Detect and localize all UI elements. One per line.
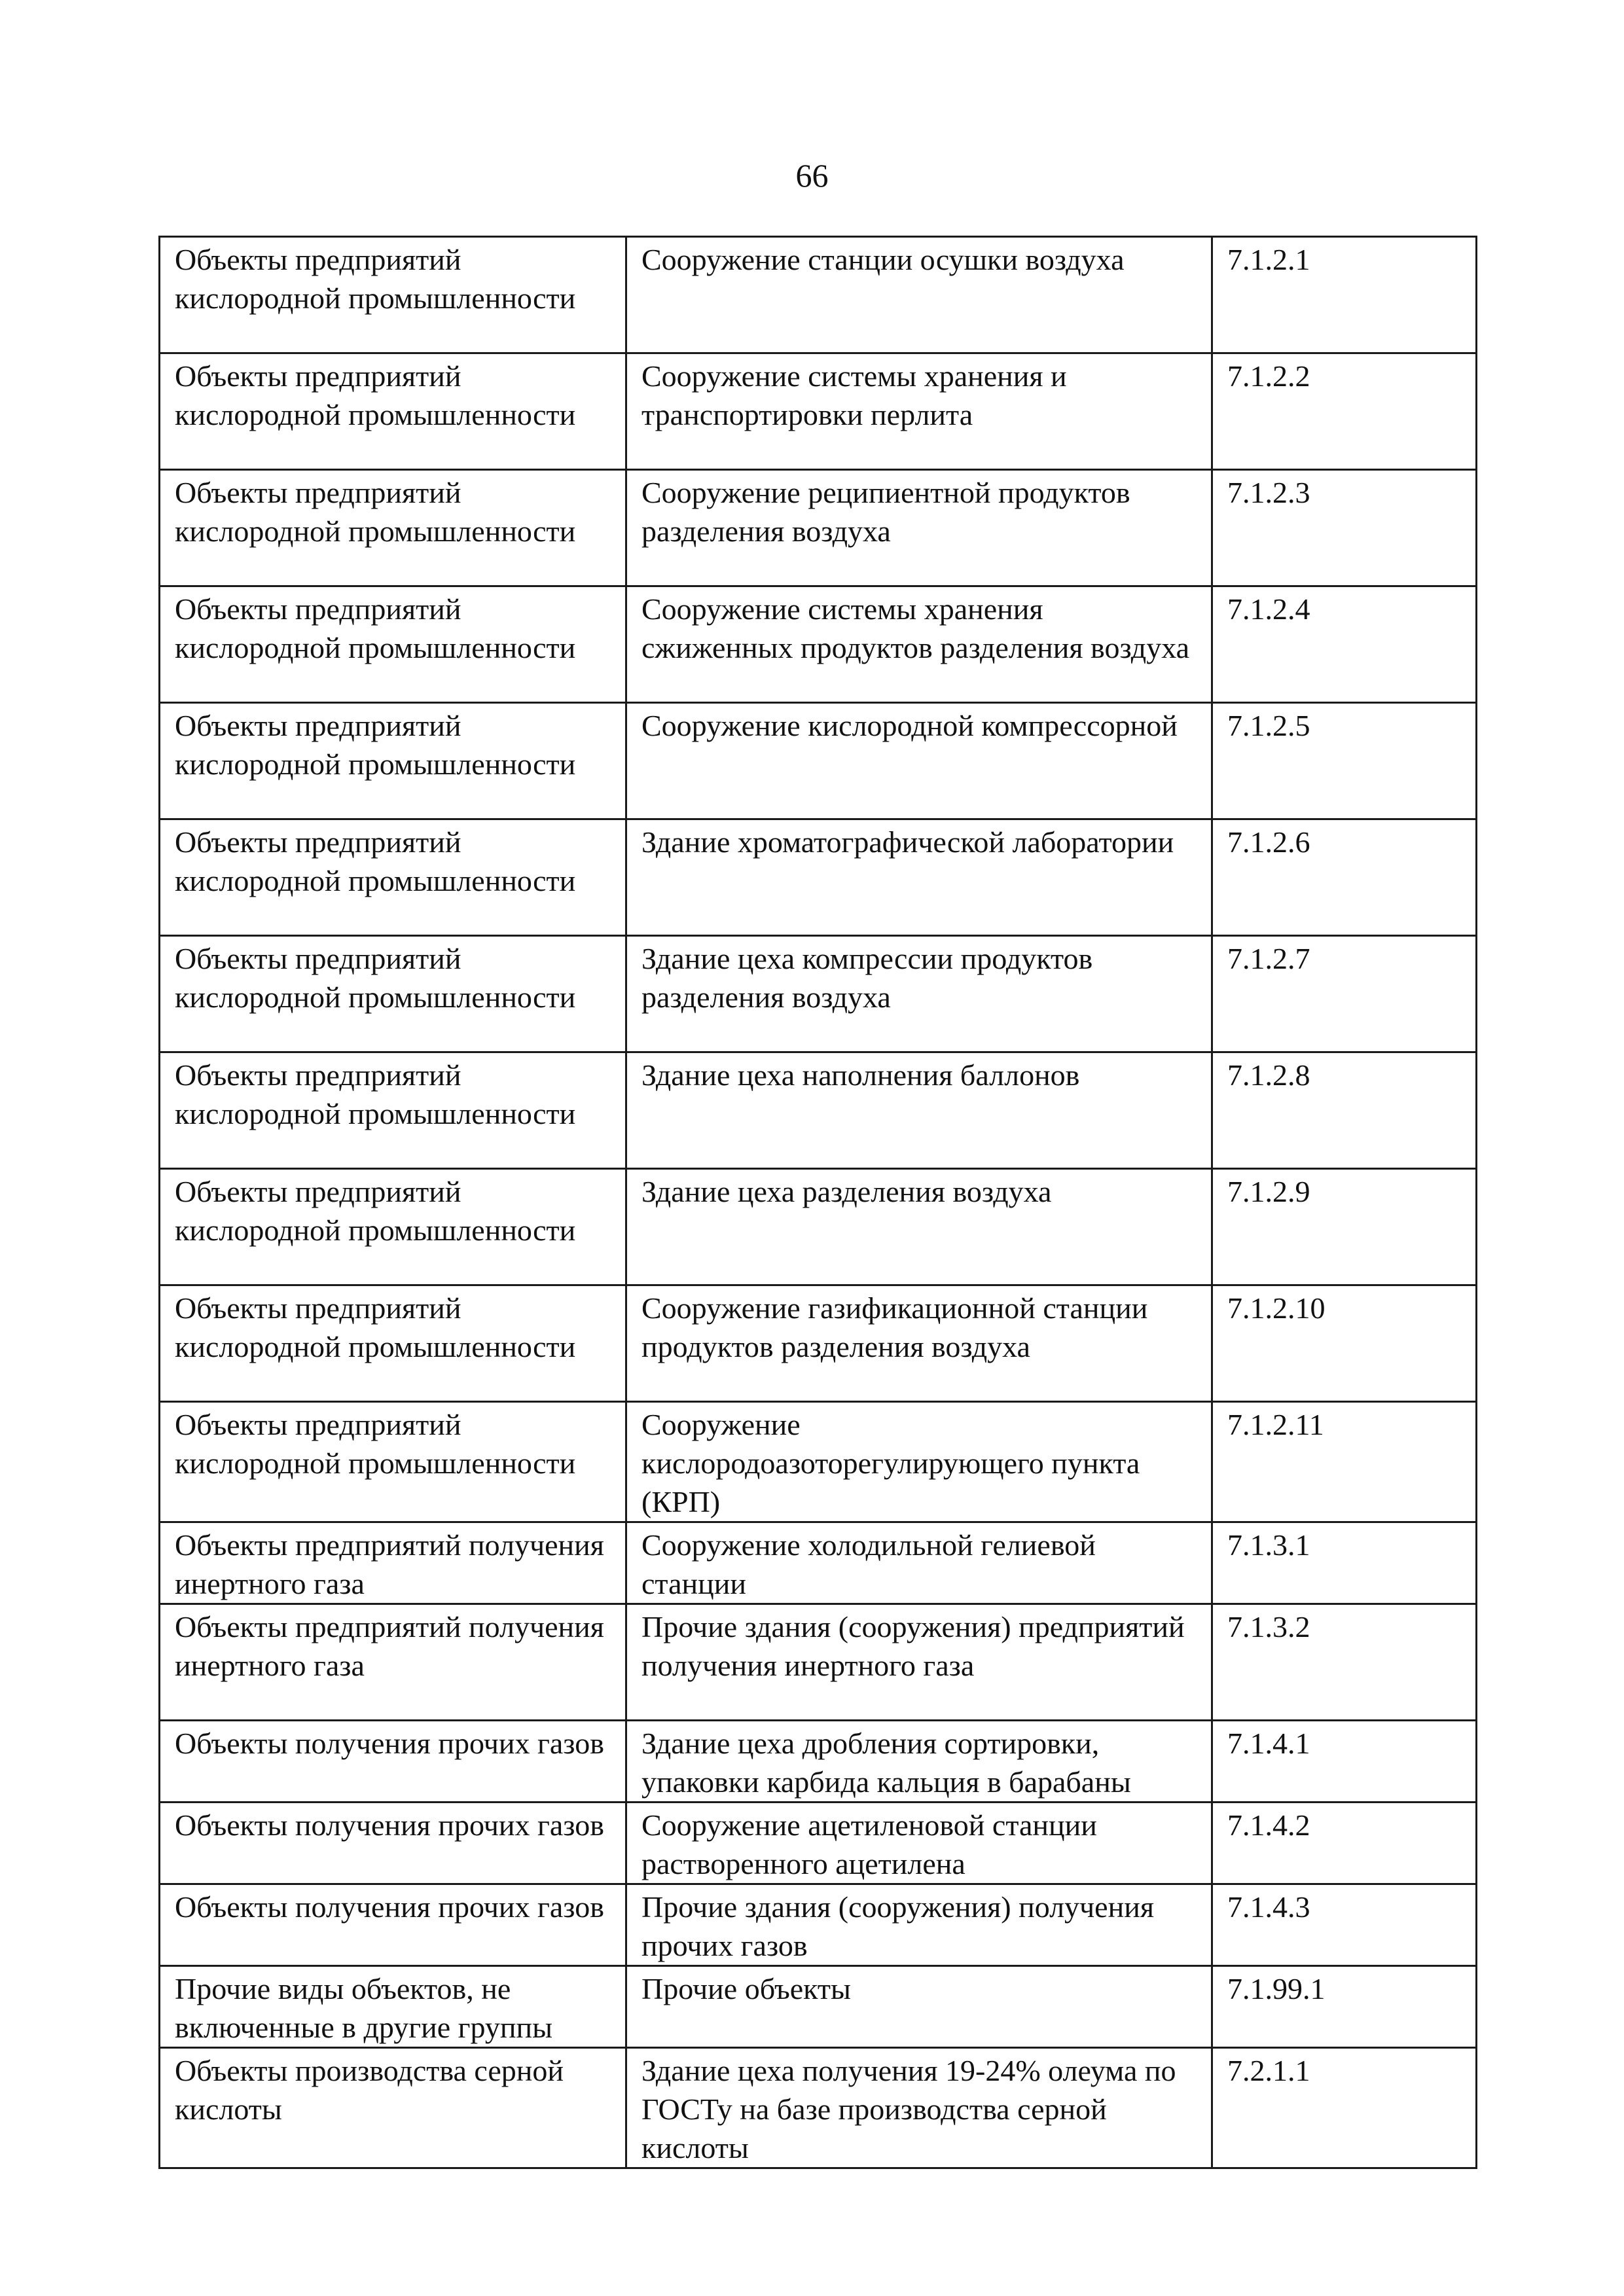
object-type-cell: Объекты предприятий получения инертного газа [160,1522,626,1604]
code-cell: 7.1.2.1 [1212,237,1477,353]
object-type-cell: Объекты предприятий кислородной промышленности [160,470,626,586]
code-cell: 7.1.2.10 [1212,1285,1477,1402]
object-name-cell: Сооружение станции осушки воздуха [626,237,1212,353]
object-name-cell: Здание цеха разделения воздуха [626,1169,1212,1285]
object-name-cell: Сооружение системы хранения сжиженных продуктов разделения воздуха [626,586,1212,703]
object-name-cell: Сооружение реципиентной продуктов разделения воздуха [626,470,1212,586]
table-row [160,819,1477,936]
object-name-cell: Сооружение кислородной компрессорной [626,703,1212,819]
code-cell: 7.1.4.3 [1212,1884,1477,1966]
code-cell: 7.1.2.3 [1212,470,1477,586]
table-row [160,936,1477,1052]
table-row [160,1884,1477,1966]
object-type-cell: Объекты предприятий кислородной промышленности [160,936,626,1052]
code-cell: 7.1.2.5 [1212,703,1477,819]
table-row [160,1721,1477,1803]
classification-table [158,236,1477,2169]
object-name-cell: Сооружение кислородоазоторегулирующего пункта (КРП) [626,1402,1212,1522]
table-row [160,1966,1477,2048]
object-type-cell: Объекты производства серной кислоты [160,2048,626,2168]
table-row [160,470,1477,586]
table-row [160,703,1477,819]
object-type-cell: Объекты предприятий кислородной промышленности [160,586,626,703]
object-name-cell: Прочие здания (сооружения) получения прочих газов [626,1884,1212,1966]
code-cell: 7.1.2.6 [1212,819,1477,936]
object-name-cell: Сооружение ацетиленовой станции растворенного ацетилена [626,1803,1212,1884]
code-cell: 7.1.99.1 [1212,1966,1477,2048]
table-row [160,1604,1477,1721]
code-cell: 7.1.2.4 [1212,586,1477,703]
table-row [160,353,1477,470]
object-name-cell: Сооружение газификационной станции продуктов разделения воздуха [626,1285,1212,1402]
code-cell: 7.1.2.11 [1212,1402,1477,1522]
table-row [160,1402,1477,1522]
table-row [160,1052,1477,1169]
object-type-cell: Объекты предприятий кислородной промышленности [160,819,626,936]
table-row [160,1803,1477,1884]
object-type-cell: Объекты предприятий кислородной промышленности [160,237,626,353]
code-cell: 7.1.4.1 [1212,1721,1477,1803]
object-name-cell: Сооружение холодильной гелиевой станции [626,1522,1212,1604]
table-row [160,2048,1477,2168]
object-type-cell: Прочие виды объектов, не включенные в другие группы [160,1966,626,2048]
object-name-cell: Здание цеха дробления сортировки, упаковки карбида кальция в барабаны [626,1721,1212,1803]
object-type-cell: Объекты предприятий кислородной промышленности [160,1402,626,1522]
object-name-cell: Сооружение системы хранения и транспортировки перлита [626,353,1212,470]
code-cell: 7.1.4.2 [1212,1803,1477,1884]
object-type-cell: Объекты предприятий кислородной промышленности [160,1052,626,1169]
table-row [160,1285,1477,1402]
object-type-cell: Объекты предприятий кислородной промышленности [160,1169,626,1285]
page-number: 66 [795,157,829,194]
table-row [160,1522,1477,1604]
object-name-cell: Здание цеха наполнения баллонов [626,1052,1212,1169]
object-type-cell: Объекты получения прочих газов [160,1803,626,1884]
code-cell: 7.1.2.9 [1212,1169,1477,1285]
code-cell: 7.1.3.1 [1212,1522,1477,1604]
object-name-cell: Здание цеха компрессии продуктов разделения воздуха [626,936,1212,1052]
code-cell: 7.1.2.7 [1212,936,1477,1052]
code-cell: 7.2.1.1 [1212,2048,1477,2168]
code-cell: 7.1.2.8 [1212,1052,1477,1169]
object-type-cell: Объекты получения прочих газов [160,1884,626,1966]
table-row [160,237,1477,353]
object-type-cell: Объекты предприятий кислородной промышленности [160,1285,626,1402]
object-type-cell: Объекты предприятий кислородной промышленности [160,703,626,819]
object-type-cell: Объекты получения прочих газов [160,1721,626,1803]
object-name-cell: Здание цеха получения 19-24% олеума по ГОСТу на базе производства серной кислоты [626,2048,1212,2168]
code-cell: 7.1.2.2 [1212,353,1477,470]
object-type-cell: Объекты предприятий получения инертного газа [160,1604,626,1721]
object-name-cell: Прочие здания (сооружения) предприятий получения инертного газа [626,1604,1212,1721]
object-name-cell: Прочие объекты [626,1966,1212,2048]
table-row [160,586,1477,703]
code-cell: 7.1.3.2 [1212,1604,1477,1721]
object-name-cell: Здание хроматографической лаборатории [626,819,1212,936]
object-type-cell: Объекты предприятий кислородной промышленности [160,353,626,470]
table-row [160,1169,1477,1285]
